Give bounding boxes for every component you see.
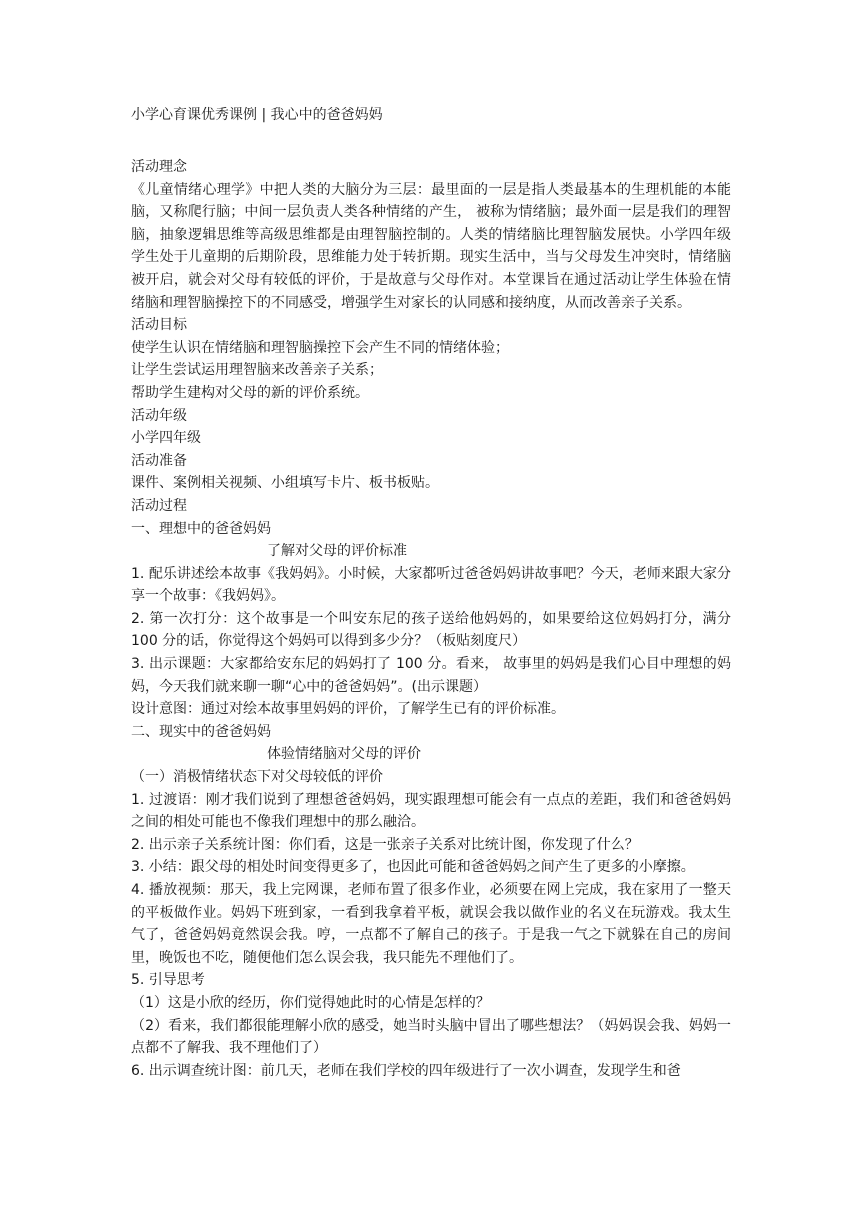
document-page [131, 104, 731, 1082]
section-2-step-5: 5. 引导思考 [131, 972, 205, 989]
goal-item-2: 让学生尝试运用理智脑来改善亲子关系； [131, 362, 383, 379]
process-heading: 活动过程 [131, 497, 187, 514]
section-2-step-2: 2. 出示亲子关系统计图：你们看，这是一张亲子关系对比统计图，你发现了什么？ [131, 836, 639, 853]
section-1-heading: 一、理想中的爸爸妈妈 [131, 520, 271, 537]
section-1-step-3: 3. 出示课题：大家都给安东尼的妈妈打了 100 分。看来， 故事里的妈妈是我们心目中理想的妈妈，今天我们就来聊一聊“心中的爸爸妈妈”。(出示课题） [131, 656, 731, 695]
section-1-step-1: 1. 配乐讲述绘本故事《我妈妈》。小时候，大家都听过爸爸妈妈讲故事吧？今天，老师来跟大家分享一个故事：《我妈妈》。 [131, 565, 731, 605]
concept-heading: 活动理念 [131, 159, 187, 175]
section-1-step-2: 2. 第一次打分：这个故事是一个叫安东尼的孩子送给他妈妈的，如果要给这位妈妈打分，满分 100 分的话，你觉得这个妈妈可以得到多少分？（板贴刻度尺） [131, 610, 731, 650]
section-2-heading: 二、现实中的爸爸妈妈 [131, 723, 271, 740]
goal-item-1: 使学生认识在情绪脑和理智脑操控下会产生不同的情绪体验； [131, 339, 509, 356]
section-2-subheading: 体验情绪脑对父母的评价 [267, 746, 421, 763]
section-2-step-6: 6. 出示调查统计图：前几天，老师在我们学校的四年级进行了一次小调查，发现学生和爸 [131, 1062, 681, 1079]
section-2-part-1-heading: （一）消极情绪状态下对父母较低的评价 [131, 769, 383, 786]
concept-paragraph: 《儿童情绪心理学》中把人类的大脑分为三层：最里面的一层是指人类最基本的生理机能的本能脑，又称爬行脑；中间一层负责人类各种情绪的产生， 被称为情绪脑；最外面一层是我们的理智脑，抽象逻辑思维等高级思维都是由理智脑控制的。人类的情绪脑比理智脑发展快。小学四年级学生处于儿童期的后期阶段，思维能力处于转折期。现实生活中，当与父母发生冲突时，情绪脑被开启，就会对父母有较低的评价，于是故意与父母作对。本堂课旨在通过活动让学生体验在情绪脑和理智脑操控下的不同感受，增强学生对家长的认同感和接纳度，从而改善亲子关系。 [131, 181, 731, 311]
title-spacer [131, 126, 731, 156]
prep-text: 课件、案例相关视频、小组填写卡片、板书板贴。 [131, 475, 439, 492]
section-2-step-1: 1. 过渡语：刚才我们说到了理想爸爸妈妈，现实跟理想可能会有一点点的差距，我们和爸爸妈妈之间的相处可能也不像我们理想中的那么融洽。 [131, 791, 731, 831]
goal-item-3: 帮助学生建构对父母的新的评价系统。 [131, 384, 369, 401]
goal-heading: 活动目标 [131, 317, 187, 334]
section-1-design-intent: 设计意图：通过对绘本故事里妈妈的评价，了解学生已有的评价标准。 [131, 701, 565, 718]
prep-heading: 活动准备 [131, 452, 187, 469]
section-2-step-3: 3. 小结：跟父母的相处时间变得更多了，也因此可能和爸爸妈妈之间产生了更多的小摩擦。 [131, 859, 695, 876]
document-title: 小学心育课优秀课例 | 我心中的爸爸妈妈 [131, 107, 383, 123]
section-2-question-2: （2）看来，我们都很能理解小欣的感受，她当时头脑中冒出了哪些想法？（妈妈误会我、妈妈一点都不了解我、我不理他们了） [131, 1017, 731, 1057]
section-2-step-4: 4. 播放视频：那天，我上完网课，老师布置了很多作业，必须要在网上完成，我在家用了一整天的平板做作业。妈妈下班到家，一看到我拿着平板，就误会我以做作业的名义在玩游戏。我太生气了，爸爸妈妈竟然误会我。哼，一点都不了解自己的孩子。于是我一气之下就躲在自己的房间里，晚饭也不吃，随便他们怎么误会我，我只能先不理他们了。 [131, 882, 731, 966]
section-2-question-1: （1）这是小欣的经历，你们觉得她此时的心情是怎样的？ [131, 994, 490, 1011]
grade-text: 小学四年级 [131, 430, 201, 447]
section-1-subheading: 了解对父母的评价标准 [267, 543, 407, 560]
grade-heading: 活动年级 [131, 407, 187, 424]
